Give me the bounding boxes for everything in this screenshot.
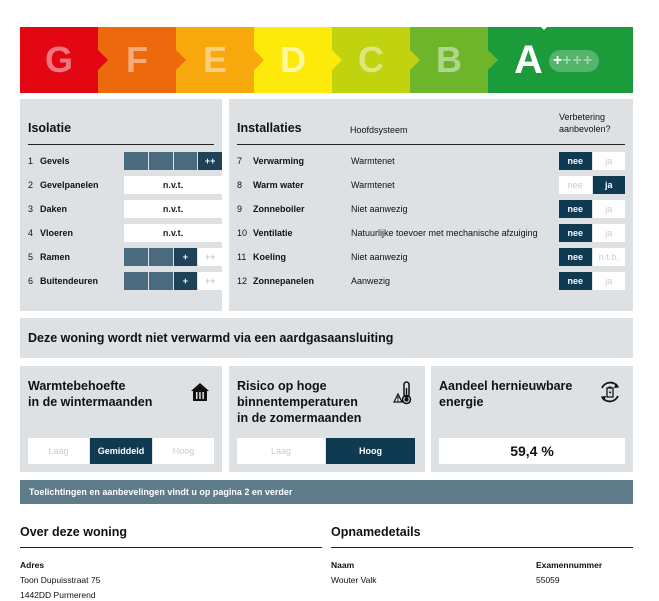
thermometer-warning-icon [393,380,415,406]
improvement-toggle: nee ja [559,152,625,170]
installaties-panel [229,99,633,311]
label-class-g: G [20,27,98,93]
improvement-toggle: nee ja [559,272,625,290]
rating-empty: ++ [198,272,222,290]
rating-empty: ++ [198,248,222,266]
label-class-d: D [254,27,332,93]
nvt-value: n.v.t. [124,224,222,242]
nvt-value: n.v.t. [124,200,222,218]
col-verbetering: Verbetering aanbevolen? [559,112,611,134]
renewable-energy-icon [597,379,623,405]
hernieuwbaar-panel [431,366,633,472]
divider [331,547,633,548]
installaties-title: Installaties [237,121,302,135]
nvt-value: n.v.t. [124,176,222,194]
rating-badge: ++ [198,152,222,170]
rating-scale [124,272,222,290]
hernieuwbaar-title: Aandeel hernieuwbare energie [439,379,573,409]
rating-scale [124,152,222,170]
street: Toon Dupuisstraat 75 [20,575,101,585]
divider [28,144,214,145]
isolatie-row-buitendeuren: 6 Buitendeuren + ++ [28,272,214,290]
warmtebehoefte-scale: Laag Gemiddeld Hoog [28,438,214,464]
risico-scale: Laag Hoog [237,438,415,464]
improvement-toggle: nee n.t.b. [559,248,625,266]
hernieuwbaar-value: 59,4 % [510,443,554,459]
examen-label: Examennummer [536,560,603,570]
installatie-row-warm-water: 8 Warm water Warmtenet nee ja [237,176,625,194]
risico-title: Risico op hoge binnentemperaturen in de zomermaanden [237,379,362,425]
examen: 55059 [536,575,560,585]
installatie-row-zonnepanelen: 12 Zonnepanelen Aanwezig nee ja [237,272,625,290]
rating-scale [124,248,222,266]
divider [237,144,625,145]
improvement-toggle: nee ja [559,224,625,242]
current-label-letter: A [514,37,543,82]
energy-label-bar [20,27,633,93]
plus-indicator: + +++ [549,50,599,72]
warmtebehoefte-title: Warmtebehoefte in de wintermaanden [28,379,153,409]
installatie-row-koeling: 11 Koeling Niet aanwezig nee n.t.b. [237,248,625,266]
isolatie-row-daken: 3 Daken n.v.t. [28,200,214,218]
rating-badge: + [174,248,198,266]
label-class-b: B [410,27,488,93]
over-woning-title: Over deze woning [20,525,127,539]
isolatie-panel [20,99,222,311]
col-hoofdsysteem: Hoofdsysteem [350,125,408,135]
label-class-c: C [332,27,410,93]
label-class-e: E [176,27,254,93]
risico-panel [229,366,425,472]
installatie-row-zonneboiler: 9 Zonneboiler Niet aanwezig nee ja [237,200,625,218]
gas-notice-panel [20,318,633,358]
label-class-f: F [98,27,176,93]
info-bar: Toelichtingen en aanbevelingen vindt u op pagina 2 en verder [20,480,633,504]
improvement-toggle: nee ja [559,200,625,218]
adres-label: Adres [20,560,45,570]
isolatie-row-gevelpanelen: 2 Gevelpanelen n.v.t. [28,176,214,194]
current-label-marker [537,23,551,30]
city: 1442DD Purmerend [20,590,96,600]
gas-notice: Deze woning wordt niet verwarmd via een aardgasaansluiting [28,331,394,345]
label-class-a-current [488,27,633,93]
opname-title: Opnamedetails [331,525,421,539]
naam: Wouter Valk [331,575,377,585]
improvement-toggle: nee ja [559,176,625,194]
installatie-row-verwarming: 7 Verwarming Warmtenet nee ja [237,152,625,170]
installatie-row-ventilatie: 10 Ventilatie Natuurlijke toevoer met mechanische afzuiging nee ja [237,224,625,242]
isolatie-row-vloeren: 4 Vloeren n.v.t. [28,224,214,242]
divider [20,547,322,548]
isolatie-row-gevels: 1 Gevels ++ [28,152,214,170]
naam-label: Naam [331,560,355,570]
warmtebehoefte-panel [20,366,222,472]
house-heating-icon [189,381,211,403]
isolatie-row-ramen: 5 Ramen + ++ [28,248,214,266]
rating-badge: + [174,272,198,290]
isolatie-title: Isolatie [28,121,72,135]
hernieuwbaar-value-box [439,438,625,464]
